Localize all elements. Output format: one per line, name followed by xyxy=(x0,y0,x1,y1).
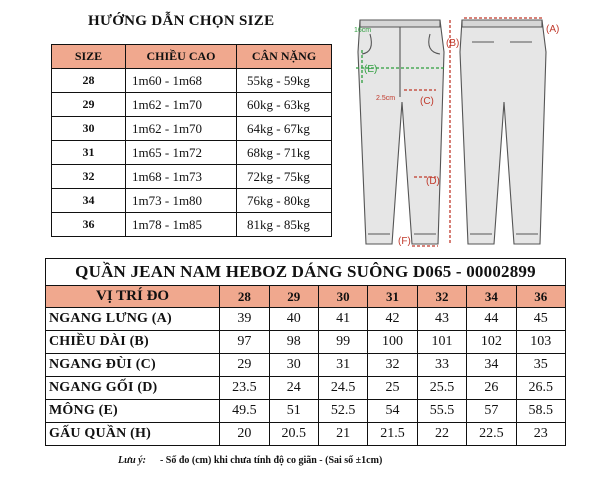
label-d: (D) xyxy=(426,176,440,187)
size-cell: 30 xyxy=(52,117,126,141)
jeans-diagram xyxy=(340,12,600,250)
size-guide-title: HƯỚNG DẪN CHỌN SIZE xyxy=(88,13,275,29)
measurement-value: 24.5 xyxy=(318,377,367,400)
measurement-caption-row xyxy=(46,259,566,286)
measurement-value: 40 xyxy=(269,308,318,331)
measurement-label: NGANG ĐÙI (C) xyxy=(46,354,220,377)
measurement-value: 44 xyxy=(467,308,516,331)
size-cell: 34 xyxy=(52,189,126,213)
measurement-caption: QUẦN JEAN NAM HEBOZ DÁNG SUÔNG D065 - 00002899 xyxy=(46,259,566,286)
measurement-value: 22 xyxy=(417,423,466,446)
size-guide-row xyxy=(52,189,332,213)
measurement-value: 43 xyxy=(417,308,466,331)
measurement-label: NGANG GỐI (D) xyxy=(46,377,220,400)
height-cell: 1m73 - 1m80 xyxy=(126,189,237,213)
header-size-31: 31 xyxy=(368,286,417,308)
note xyxy=(118,455,382,466)
measurement-value: 31 xyxy=(318,354,367,377)
weight-cell: 64kg - 67kg xyxy=(237,117,332,141)
size-guide-row xyxy=(52,117,332,141)
size-cell: 36 xyxy=(52,213,126,237)
header-size-36: 36 xyxy=(516,286,565,308)
measurement-value: 21 xyxy=(318,423,367,446)
measurement-value: 23 xyxy=(516,423,565,446)
weight-cell: 55kg - 59kg xyxy=(237,69,332,93)
size-guide-row xyxy=(52,165,332,189)
size-cell: 29 xyxy=(52,93,126,117)
height-cell: 1m62 - 1m70 xyxy=(126,93,237,117)
measurement-value: 33 xyxy=(417,354,466,377)
weight-cell: 81kg - 85kg xyxy=(237,213,332,237)
header-height: CHIỀU CAO xyxy=(126,45,237,69)
measurement-label: NGANG LƯNG (A) xyxy=(46,308,220,331)
size-guide-header-row xyxy=(52,45,332,69)
measurement-value: 20 xyxy=(220,423,269,446)
size-cell: 28 xyxy=(52,69,126,93)
measurement-value: 34 xyxy=(467,354,516,377)
label-a: (A) xyxy=(546,24,560,35)
jeans-back-icon xyxy=(460,20,546,244)
measurement-value: 22.5 xyxy=(467,423,516,446)
size-cell: 31 xyxy=(52,141,126,165)
header-size-28: 28 xyxy=(220,286,269,308)
measurement-value: 23.5 xyxy=(220,377,269,400)
measurement-value: 54 xyxy=(368,400,417,423)
label-b: (B) xyxy=(446,38,460,49)
measurement-value: 102 xyxy=(467,331,516,354)
measurement-value: 98 xyxy=(269,331,318,354)
measurement-value: 30 xyxy=(269,354,318,377)
measurement-value: 55.5 xyxy=(417,400,466,423)
size-guide-row xyxy=(52,213,332,237)
note-label: Lưu ý: xyxy=(118,455,146,466)
measurement-value: 42 xyxy=(368,308,417,331)
measurement-value: 52.5 xyxy=(318,400,367,423)
label-16cm: 16cm xyxy=(354,27,372,34)
header-size-34: 34 xyxy=(467,286,516,308)
measurement-value: 97 xyxy=(220,331,269,354)
measurement-row xyxy=(46,331,566,354)
header-position: VỊ TRÍ ĐO xyxy=(46,286,220,308)
height-cell: 1m68 - 1m73 xyxy=(126,165,237,189)
header-size-29: 29 xyxy=(269,286,318,308)
header-size: SIZE xyxy=(52,45,126,69)
measurement-value: 58.5 xyxy=(516,400,565,423)
measurement-value: 101 xyxy=(417,331,466,354)
measurement-row xyxy=(46,423,566,446)
measurement-label: GẤU QUẦN (H) xyxy=(46,423,220,446)
measurement-value: 51 xyxy=(269,400,318,423)
measurement-value: 57 xyxy=(467,400,516,423)
size-guide-row xyxy=(52,141,332,165)
height-cell: 1m78 - 1m85 xyxy=(126,213,237,237)
measurement-value: 49.5 xyxy=(220,400,269,423)
measurement-table xyxy=(45,258,566,446)
size-guide-row xyxy=(52,69,332,93)
measurement-label: CHIỀU DÀI (B) xyxy=(46,331,220,354)
height-cell: 1m60 - 1m68 xyxy=(126,69,237,93)
label-2-5cm: 2.5cm xyxy=(376,95,396,102)
measurement-value: 25 xyxy=(368,377,417,400)
size-guide-table xyxy=(51,44,332,237)
weight-cell: 76kg - 80kg xyxy=(237,189,332,213)
size-guide-row xyxy=(52,93,332,117)
note-text: - Số đo (cm) khi chưa tính độ co giãn - (Sai số ±1cm) xyxy=(159,455,383,466)
measurement-row xyxy=(46,400,566,423)
measurement-value: 45 xyxy=(516,308,565,331)
height-cell: 1m62 - 1m70 xyxy=(126,117,237,141)
measurement-value: 41 xyxy=(318,308,367,331)
jeans-front-icon xyxy=(358,20,444,244)
measurement-value: 99 xyxy=(318,331,367,354)
size-cell: 32 xyxy=(52,165,126,189)
measurement-value: 24 xyxy=(269,377,318,400)
measurement-value: 20.5 xyxy=(269,423,318,446)
measurement-value: 25.5 xyxy=(417,377,466,400)
height-cell: 1m65 - 1m72 xyxy=(126,141,237,165)
weight-cell: 68kg - 71kg xyxy=(237,141,332,165)
measurement-value: 26.5 xyxy=(516,377,565,400)
weight-cell: 60kg - 63kg xyxy=(237,93,332,117)
weight-cell: 72kg - 75kg xyxy=(237,165,332,189)
measurement-row xyxy=(46,354,566,377)
measurement-value: 26 xyxy=(467,377,516,400)
measurement-header-row xyxy=(46,286,566,308)
measurement-label: MÔNG (E) xyxy=(46,400,220,423)
measurement-value: 21.5 xyxy=(368,423,417,446)
label-c: (C) xyxy=(420,96,434,107)
header-size-32: 32 xyxy=(417,286,466,308)
measurement-value: 35 xyxy=(516,354,565,377)
measurement-value: 103 xyxy=(516,331,565,354)
measurement-row xyxy=(46,308,566,331)
measurement-value: 100 xyxy=(368,331,417,354)
measurement-value: 39 xyxy=(220,308,269,331)
header-weight: CÂN NẶNG xyxy=(237,45,332,69)
measurement-value: 29 xyxy=(220,354,269,377)
measurement-row xyxy=(46,377,566,400)
header-size-30: 30 xyxy=(318,286,367,308)
measurement-value: 32 xyxy=(368,354,417,377)
label-f: (F) xyxy=(398,236,411,247)
label-e: (E) xyxy=(364,64,378,75)
